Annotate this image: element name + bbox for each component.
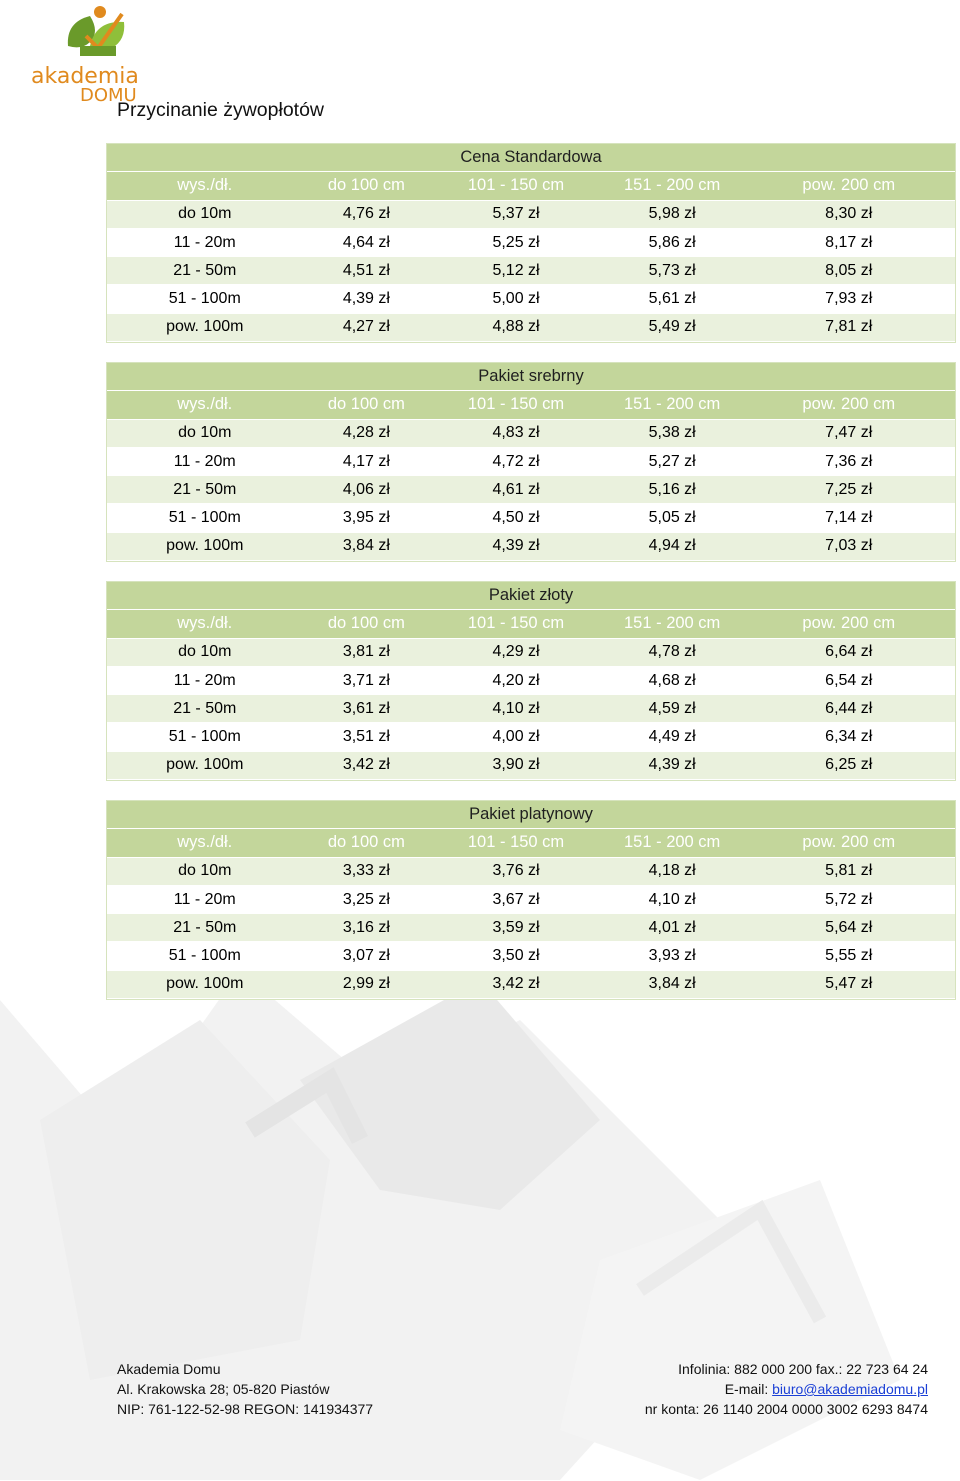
table-row [107, 695, 955, 723]
price-table [106, 800, 956, 1000]
price-cell: 3,61 zł [342, 699, 390, 717]
price-cell: 6,54 zł [825, 671, 873, 689]
price-cell: 4,78 zł [648, 643, 696, 661]
footer-email-label: E-mail: [724, 1381, 773, 1397]
table-title-row [107, 144, 955, 172]
price-cell: 3,81 zł [342, 643, 390, 661]
row-label: 21 - 50m [173, 699, 237, 717]
column-header: wys./dł. [177, 833, 233, 852]
row-label: 11 - 20m [173, 890, 236, 908]
row-label: 11 - 20m [173, 233, 236, 251]
row-label: 21 - 50m [173, 480, 237, 498]
price-cell: 4,88 zł [492, 318, 540, 336]
price-cell: 4,10 zł [492, 699, 540, 717]
price-cell: 4,28 zł [342, 424, 390, 442]
price-cell: 4,68 zł [648, 671, 696, 689]
column-header: 101 - 150 cm [467, 176, 565, 195]
price-cell: 5,27 zł [648, 452, 696, 470]
price-cell: 5,64 zł [825, 918, 873, 936]
table-row [107, 723, 955, 751]
price-cell: 4,50 zł [492, 509, 540, 527]
price-cell: 4,76 zł [342, 205, 390, 223]
row-label: do 10m [178, 205, 232, 223]
price-cell: 3,84 zł [342, 537, 390, 555]
table-row [107, 667, 955, 695]
row-label: 21 - 50m [173, 261, 237, 279]
row-label: pow. 100m [166, 756, 244, 774]
price-cell: 3,42 zł [492, 975, 540, 993]
table-header-row [107, 172, 955, 200]
price-cell: 7,47 zł [825, 424, 873, 442]
price-cell: 4,64 zł [342, 233, 390, 251]
price-table [106, 362, 956, 562]
price-cell: 5,47 zł [825, 975, 873, 993]
price-cell: 4,51 zł [342, 261, 390, 279]
table-row [107, 858, 955, 886]
table-title: Cena Standardowa [460, 148, 602, 167]
price-cell: 5,86 zł [648, 233, 696, 251]
price-cell: 4,18 zł [648, 862, 696, 880]
row-label: pow. 100m [166, 537, 244, 555]
price-cell: 3,50 zł [492, 947, 540, 965]
price-cell: 5,38 zł [648, 424, 696, 442]
price-cell: 3,59 zł [492, 918, 540, 936]
price-cell: 7,36 zł [825, 452, 873, 470]
footer-tax-ids: NIP: 761-122-52-98 REGON: 141934377 [117, 1401, 374, 1417]
price-cell: 8,30 zł [825, 205, 873, 223]
price-cell: 4,39 zł [492, 537, 540, 555]
row-label: pow. 100m [166, 318, 244, 336]
price-cell: 4,27 zł [342, 318, 390, 336]
column-header: wys./dł. [177, 176, 233, 195]
column-header: 151 - 200 cm [624, 395, 721, 414]
price-cell: 2,99 zł [342, 975, 390, 993]
row-label: 51 - 100m [168, 290, 241, 308]
table-row [107, 504, 955, 532]
price-cell: 8,05 zł [825, 261, 873, 279]
price-cell: 4,59 zł [648, 699, 696, 717]
price-cell: 5,81 zł [825, 862, 873, 880]
row-label: 11 - 20m [173, 452, 236, 470]
table-row [107, 257, 955, 285]
price-cell: 5,98 zł [648, 205, 696, 223]
table-title-row [107, 801, 955, 829]
row-label: do 10m [178, 424, 232, 442]
column-header: pow. 200 cm [802, 395, 896, 414]
footer-company-name: Akademia Domu [117, 1361, 221, 1377]
row-label: do 10m [178, 862, 232, 880]
price-cell: 6,64 zł [825, 643, 873, 661]
row-label: pow. 100m [166, 975, 244, 993]
price-cell: 3,25 zł [342, 890, 390, 908]
price-cell: 3,71 zł [342, 671, 390, 689]
row-label: do 10m [178, 643, 232, 661]
price-cell: 4,39 zł [648, 756, 696, 774]
price-cell: 4,39 zł [342, 290, 390, 308]
price-cell: 5,37 zł [492, 205, 540, 223]
price-cell: 5,61 zł [648, 290, 696, 308]
table-row [107, 942, 955, 970]
price-cell: 3,07 zł [342, 947, 390, 965]
column-header: do 100 cm [327, 176, 405, 195]
table-row [107, 971, 955, 999]
price-cell: 4,29 zł [492, 643, 540, 661]
price-cell: 3,67 zł [492, 890, 540, 908]
column-header: pow. 200 cm [802, 614, 896, 633]
footer-address: Al. Krakowska 28; 05-820 Piastów [117, 1381, 330, 1397]
price-cell: 4,00 zł [492, 728, 540, 746]
column-header: do 100 cm [327, 395, 405, 414]
table-row [107, 229, 955, 257]
price-table [106, 143, 956, 343]
akademia-domu-logo [28, 2, 178, 102]
price-table [106, 581, 956, 781]
price-cell: 3,84 zł [648, 975, 696, 993]
column-header: 101 - 150 cm [467, 614, 565, 633]
row-label: 51 - 100m [168, 728, 241, 746]
price-cell: 4,49 zł [648, 728, 696, 746]
table-row [107, 639, 955, 667]
table-row [107, 886, 955, 914]
row-label: 21 - 50m [173, 918, 237, 936]
price-cell: 6,34 zł [825, 728, 873, 746]
table-row [107, 201, 955, 229]
logo-wordmark-akademia: akademia [31, 64, 139, 89]
footer-email-line [645, 1379, 928, 1399]
table-row [107, 314, 955, 342]
price-cell: 3,51 zł [342, 728, 390, 746]
price-cell: 3,93 zł [648, 947, 696, 965]
table-title-row [107, 582, 955, 610]
price-cell: 5,72 zł [825, 890, 873, 908]
price-cell: 4,01 zł [648, 918, 696, 936]
price-cell: 3,76 zł [492, 862, 540, 880]
table-header-row [107, 610, 955, 638]
column-header: 151 - 200 cm [624, 614, 721, 633]
price-cell: 4,17 zł [342, 452, 390, 470]
price-cell: 3,90 zł [492, 756, 540, 774]
footer-phone: Infolinia: 882 000 200 fax.: 22 723 64 24 [678, 1361, 928, 1377]
price-cell: 4,10 zł [648, 890, 696, 908]
column-header: 151 - 200 cm [624, 833, 721, 852]
price-cell: 4,94 zł [648, 537, 696, 555]
table-row [107, 448, 955, 476]
document-title: Przycinanie żywopłotów [117, 99, 325, 121]
price-cell: 5,16 zł [648, 480, 696, 498]
price-cell: 7,93 zł [825, 290, 873, 308]
column-header: wys./dł. [177, 614, 233, 633]
row-label: 51 - 100m [168, 947, 241, 965]
price-cell: 3,95 zł [342, 509, 390, 527]
table-title: Pakiet platynowy [469, 805, 593, 824]
table-title-row [107, 363, 955, 391]
table-header-row [107, 829, 955, 857]
price-cell: 5,25 zł [492, 233, 540, 251]
row-label: 11 - 20m [173, 671, 236, 689]
column-header: 101 - 150 cm [467, 833, 565, 852]
column-header: do 100 cm [327, 833, 405, 852]
footer-company-info [117, 1359, 373, 1419]
price-cell: 4,06 zł [342, 480, 390, 498]
footer-bank-account: nr konta: 26 1140 2004 0000 3002 6293 8474 [644, 1401, 928, 1417]
price-cell: 6,44 zł [825, 699, 873, 717]
footer-email-link[interactable]: biuro@akademiadomu.pl [772, 1381, 928, 1397]
table-title: Pakiet złoty [488, 586, 574, 605]
table-row [107, 476, 955, 504]
column-header: wys./dł. [177, 395, 233, 414]
price-cell: 4,72 zł [492, 452, 540, 470]
table-title: Pakiet srebrny [478, 367, 584, 386]
price-cell: 5,00 zł [492, 290, 540, 308]
column-header: pow. 200 cm [802, 176, 896, 195]
table-row [107, 420, 955, 448]
price-cell: 5,73 zł [648, 261, 696, 279]
price-cell: 5,55 zł [825, 947, 873, 965]
price-cell: 4,20 zł [492, 671, 540, 689]
price-cell: 5,05 zł [648, 509, 696, 527]
table-row [107, 533, 955, 561]
price-cell: 5,49 zł [648, 318, 696, 336]
price-cell: 7,14 zł [825, 509, 873, 527]
price-cell: 3,16 zł [342, 918, 390, 936]
price-cell: 3,42 zł [342, 756, 390, 774]
table-row [107, 752, 955, 780]
price-cell: 3,33 zł [342, 862, 390, 880]
price-cell: 6,25 zł [825, 756, 873, 774]
table-header-row [107, 391, 955, 419]
column-header: 151 - 200 cm [624, 176, 721, 195]
price-cell: 4,83 zł [492, 424, 540, 442]
price-cell: 8,17 zł [825, 233, 873, 251]
price-cell: 7,25 zł [825, 480, 873, 498]
table-row [107, 285, 955, 313]
column-header: pow. 200 cm [802, 833, 896, 852]
table-row [107, 914, 955, 942]
column-header: 101 - 150 cm [467, 395, 565, 414]
price-cell: 5,12 zł [492, 261, 540, 279]
footer-contact-info [645, 1359, 928, 1419]
price-cell: 7,03 zł [825, 537, 873, 555]
row-label: 51 - 100m [168, 509, 241, 527]
column-header: do 100 cm [327, 614, 405, 633]
price-cell: 7,81 zł [825, 318, 873, 336]
logo-wordmark-domu: DOMU [80, 85, 137, 102]
price-cell: 4,61 zł [492, 480, 540, 498]
